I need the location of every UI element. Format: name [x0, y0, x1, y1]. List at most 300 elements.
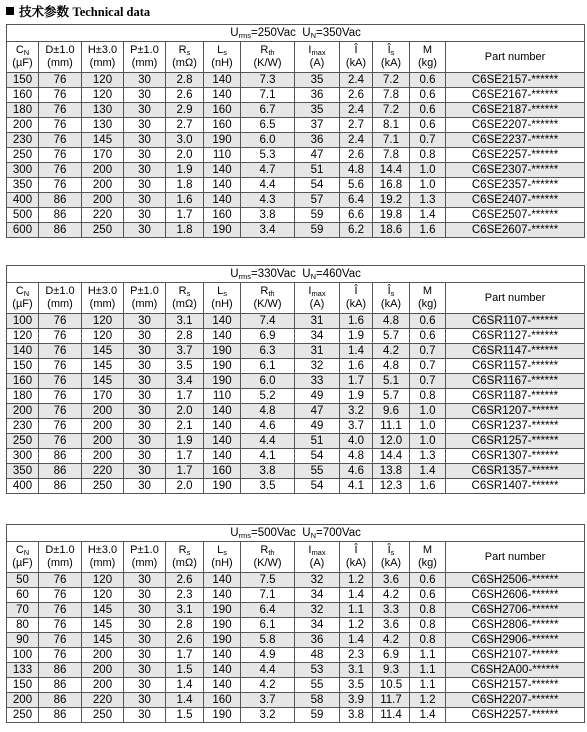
table-cell: 86 [39, 678, 82, 693]
column-header [7, 283, 39, 314]
table-cell: 1.7 [166, 389, 204, 404]
table-row [7, 329, 585, 344]
spec-table-250vac [6, 24, 585, 238]
table-cell: 49 [295, 389, 340, 404]
column-unit: (nH) [211, 298, 233, 310]
table-cell: 30 [124, 404, 166, 419]
table-cell: 110 [204, 148, 241, 163]
column-symbol-text: R [260, 44, 269, 56]
table-row [7, 479, 585, 494]
column-symbol [39, 544, 81, 557]
table-cell: 14.4 [373, 449, 410, 464]
column-header [82, 283, 124, 314]
column-header [295, 42, 340, 73]
table-cell: 160 [204, 464, 241, 479]
table-cell: 300 [7, 449, 39, 464]
table-cell: 200 [82, 404, 124, 419]
table-cell: 0.6 [410, 588, 446, 603]
column-symbol [124, 285, 165, 298]
table-row [7, 708, 585, 723]
table-cell: 54 [295, 178, 340, 193]
table-cell: 76 [39, 118, 82, 133]
table-cell: 350 [7, 178, 39, 193]
table-cell: 220 [82, 693, 124, 708]
table-cell: 190 [204, 374, 241, 389]
table-cell: 0.8 [410, 618, 446, 633]
table-cell: 2.3 [166, 588, 204, 603]
column-symbol-text: H±3.0 [87, 285, 118, 297]
column-header [373, 283, 410, 314]
table-cell: 6.6 [340, 208, 373, 223]
table-cell: 120 [82, 588, 124, 603]
table-cell: 7.5 [241, 573, 295, 588]
column-header [340, 42, 373, 73]
un-sub: N [310, 31, 316, 40]
part-number-cell: C6SH2257-****** [446, 708, 585, 723]
table-cell: 140 [204, 404, 241, 419]
table-cell: 80 [7, 618, 39, 633]
table-cell: 145 [82, 618, 124, 633]
table-cell: 3.7 [340, 419, 373, 434]
table-cell: 6.9 [373, 648, 410, 663]
heading-en: Technical data [72, 5, 151, 19]
table-cell: 2.7 [166, 118, 204, 133]
part-number-cell: C6SR1307-****** [446, 449, 585, 464]
table-cell: 30 [124, 464, 166, 479]
table-row [7, 693, 585, 708]
table-cell: 2.0 [166, 404, 204, 419]
table-cell: 160 [7, 88, 39, 103]
part-number-cell: C6SR1127-****** [446, 329, 585, 344]
table-cell: 36 [295, 88, 340, 103]
column-symbol-sub: th [268, 48, 275, 57]
table-cell: 120 [82, 73, 124, 88]
table-cell: 220 [82, 464, 124, 479]
table-cell: 3.8 [241, 208, 295, 223]
column-symbol [166, 544, 203, 557]
column-symbol [410, 44, 445, 57]
part-number-cell: C6SH2157-****** [446, 678, 585, 693]
table-cell: 6.3 [241, 344, 295, 359]
table-cell: 76 [39, 73, 82, 88]
table-cell: 3.5 [166, 359, 204, 374]
table-cell: 1.4 [166, 693, 204, 708]
table-cell: 30 [124, 344, 166, 359]
column-symbol [373, 544, 409, 557]
column-header [82, 42, 124, 73]
part-number-cell: C6SR1167-****** [446, 374, 585, 389]
column-unit: (A) [309, 57, 325, 69]
column-symbol-text: I [308, 44, 312, 56]
table-cell: 7.4 [241, 314, 295, 329]
table-cell: 1.2 [410, 693, 446, 708]
column-symbol-text: R [178, 285, 187, 297]
table-cell: 86 [39, 693, 82, 708]
column-symbol-text: L [217, 285, 224, 297]
column-symbol-text: D±1.0 [45, 285, 75, 297]
column-symbol-sub: s [186, 289, 191, 298]
column-symbol-sub: s [186, 548, 191, 557]
column-header [446, 42, 585, 73]
table-cell: 400 [7, 479, 39, 494]
table-cell: 2.4 [340, 103, 373, 118]
table-cell: 200 [7, 118, 39, 133]
table-cell: 14.4 [373, 163, 410, 178]
table-cell: 76 [39, 618, 82, 633]
table-row [7, 633, 585, 648]
part-number-cell: C6SR1407-****** [446, 479, 585, 494]
table-cell: 1.8 [166, 178, 204, 193]
column-symbol-text: C [15, 44, 24, 56]
table-cell: 30 [124, 693, 166, 708]
table-cell: 600 [7, 223, 39, 238]
table-cell: 0.6 [410, 314, 446, 329]
column-unit: (kA) [345, 298, 367, 310]
table-cell: 1.9 [340, 329, 373, 344]
table-cell: 30 [124, 389, 166, 404]
table-cell: 140 [204, 419, 241, 434]
column-unit: (K/W) [253, 298, 282, 310]
part-number-cell: C6SR1257-****** [446, 434, 585, 449]
table-cell: 4.4 [241, 663, 295, 678]
urms-sub: rms [238, 31, 251, 40]
table-cell: 51 [295, 163, 340, 178]
table-row [7, 133, 585, 148]
table-cell: 160 [7, 374, 39, 389]
part-number-cell: C6SH2806-****** [446, 618, 585, 633]
table-cell: 1.7 [166, 648, 204, 663]
table-cell: 2.8 [166, 73, 204, 88]
table-row [7, 404, 585, 419]
table-cell: 250 [7, 708, 39, 723]
table-row [7, 223, 585, 238]
column-symbol-text: I [308, 285, 312, 297]
column-symbol [82, 285, 123, 298]
table-cell: 200 [82, 163, 124, 178]
table-cell: 4.2 [373, 588, 410, 603]
voltage-condition [7, 525, 585, 542]
column-symbol-sub: max [311, 548, 326, 557]
table-cell: 4.8 [340, 449, 373, 464]
table-cell: 170 [82, 148, 124, 163]
table-cell: 4.2 [241, 678, 295, 693]
column-symbol-text: R [178, 544, 187, 556]
table-cell: 86 [39, 208, 82, 223]
table-cell: 230 [7, 419, 39, 434]
section-heading [6, 2, 150, 22]
table-cell: 30 [124, 648, 166, 663]
column-symbol [241, 544, 294, 557]
column-header-row [7, 283, 585, 314]
table-cell: 2.8 [166, 618, 204, 633]
table-cell: 3.0 [166, 133, 204, 148]
table-cell: 2.6 [166, 573, 204, 588]
voltage-condition [7, 25, 585, 42]
column-symbol-sub: th [268, 548, 275, 557]
table-cell: 3.5 [340, 678, 373, 693]
table-cell: 5.8 [241, 633, 295, 648]
column-unit: (µF) [12, 57, 33, 69]
table-cell: 300 [7, 163, 39, 178]
table-cell: 6.2 [340, 223, 373, 238]
column-symbol-text: Part number [484, 291, 546, 304]
table-cell: 3.6 [373, 618, 410, 633]
table-cell: 120 [82, 573, 124, 588]
table-cell: 4.6 [340, 464, 373, 479]
column-symbol-text: L [217, 44, 224, 56]
table-cell: 76 [39, 603, 82, 618]
table-row [7, 663, 585, 678]
un-sub: N [310, 272, 316, 281]
urms-label: U [230, 527, 239, 539]
table-cell: 6.1 [241, 359, 295, 374]
table-cell: 160 [204, 118, 241, 133]
column-unit: (mm) [47, 298, 73, 310]
table-cell: 32 [295, 603, 340, 618]
column-symbol-sub: s [223, 548, 227, 557]
table-row [7, 434, 585, 449]
table-row [7, 193, 585, 208]
table-cell: 59 [295, 223, 340, 238]
table-cell: 5.7 [373, 389, 410, 404]
column-symbol-text: Î [387, 44, 391, 56]
table-cell: 4.6 [241, 419, 295, 434]
table-cell: 3.6 [373, 573, 410, 588]
table-cell: 145 [82, 374, 124, 389]
table-cell: 3.4 [241, 223, 295, 238]
column-symbol-text: D±1.0 [45, 44, 75, 56]
table-cell: 1.0 [410, 178, 446, 193]
table-cell: 34 [295, 618, 340, 633]
table-cell: 140 [204, 648, 241, 663]
column-symbol-sub: s [223, 289, 227, 298]
table-cell: 350 [7, 464, 39, 479]
table-cell: 2.9 [166, 103, 204, 118]
table-cell: 1.4 [410, 464, 446, 479]
table-cell: 86 [39, 449, 82, 464]
column-unit: (K/W) [253, 57, 282, 69]
table-cell: 51 [295, 434, 340, 449]
column-unit: (mm) [131, 298, 158, 310]
column-symbol-sub: s [390, 48, 395, 57]
table-cell: 30 [124, 434, 166, 449]
un-label: U [302, 268, 311, 280]
column-symbol-sub: max [311, 48, 326, 57]
table-cell: 50 [7, 573, 39, 588]
spec-table-330vac [6, 265, 585, 494]
table-cell: 190 [204, 133, 241, 148]
table-cell: 1.5 [166, 663, 204, 678]
column-symbol-text: M [422, 544, 433, 556]
column-unit: (mm) [47, 57, 73, 69]
table-cell: 30 [124, 708, 166, 723]
table-cell: 4.8 [373, 314, 410, 329]
column-symbol-sub: th [268, 289, 275, 298]
column-header [166, 542, 204, 573]
table-cell: 250 [82, 708, 124, 723]
column-symbol [295, 285, 339, 298]
table-cell: 3.2 [241, 708, 295, 723]
table-cell: 7.2 [373, 73, 410, 88]
table-cell: 140 [7, 344, 39, 359]
column-symbol [7, 285, 38, 298]
table-cell: 130 [82, 103, 124, 118]
column-unit: (A) [309, 298, 325, 310]
column-symbol-text: P±1.0 [130, 544, 159, 556]
column-unit: (kA) [345, 557, 367, 569]
table-cell: 30 [124, 223, 166, 238]
column-symbol-text: Î [387, 285, 391, 297]
column-symbol-text: Î [354, 285, 358, 297]
table-cell: 0.6 [410, 118, 446, 133]
part-number-cell: C6SR1187-****** [446, 389, 585, 404]
table-cell: 6.0 [241, 374, 295, 389]
table-cell: 1.1 [340, 603, 373, 618]
column-header [7, 542, 39, 573]
table-cell: 140 [204, 178, 241, 193]
column-unit: (A) [309, 557, 325, 569]
heading-cn: 技术参数 [19, 5, 70, 19]
part-number-cell: C6SH2107-****** [446, 648, 585, 663]
table-cell: 140 [204, 663, 241, 678]
table-cell: 1.7 [166, 208, 204, 223]
table-cell: 30 [124, 148, 166, 163]
table-cell: 12.3 [373, 479, 410, 494]
column-symbol [82, 544, 123, 557]
table-cell: 30 [124, 633, 166, 648]
table-cell: 1.7 [166, 449, 204, 464]
table-cell: 12.0 [373, 434, 410, 449]
column-symbol-sub: s [390, 548, 395, 557]
column-symbol [241, 285, 294, 298]
column-header [82, 542, 124, 573]
column-header [204, 42, 241, 73]
column-unit: (mΩ) [172, 298, 197, 310]
table-cell: 11.4 [373, 708, 410, 723]
table-cell: 86 [39, 708, 82, 723]
table-cell: 2.7 [340, 118, 373, 133]
table-cell: 100 [7, 314, 39, 329]
table-cell: 30 [124, 359, 166, 374]
table-row [7, 208, 585, 223]
part-number-cell: C6SH2506-****** [446, 573, 585, 588]
column-header [295, 283, 340, 314]
column-header [446, 283, 585, 314]
table-cell: 190 [204, 479, 241, 494]
table-cell: 4.0 [340, 434, 373, 449]
table-row [7, 588, 585, 603]
part-number-cell: C6SE2207-****** [446, 118, 585, 133]
table-cell: 30 [124, 618, 166, 633]
condition-row [7, 266, 585, 283]
table-row [7, 88, 585, 103]
table-cell: 6.0 [241, 133, 295, 148]
table-cell: 1.6 [340, 314, 373, 329]
table-row [7, 148, 585, 163]
column-header [124, 42, 166, 73]
table-cell: 7.1 [373, 133, 410, 148]
table-cell: 30 [124, 73, 166, 88]
column-symbol [39, 44, 81, 57]
table-cell: 180 [7, 389, 39, 404]
table-cell: 160 [204, 208, 241, 223]
column-symbol [340, 285, 372, 298]
table-row [7, 73, 585, 88]
column-header [373, 542, 410, 573]
table-cell: 250 [82, 479, 124, 494]
table-cell: 8.1 [373, 118, 410, 133]
table-cell: 0.7 [410, 359, 446, 374]
table-cell: 1.4 [410, 708, 446, 723]
table-cell: 140 [204, 588, 241, 603]
table-cell: 30 [124, 419, 166, 434]
table-cell: 190 [204, 618, 241, 633]
table-cell: 19.8 [373, 208, 410, 223]
table-cell: 1.0 [410, 404, 446, 419]
spec-table-500vac [6, 524, 585, 723]
column-symbol-text: M [422, 285, 433, 297]
table-row [7, 359, 585, 374]
table-cell: 3.1 [166, 603, 204, 618]
table-cell: 1.8 [166, 223, 204, 238]
column-symbol-text: R [260, 544, 269, 556]
column-unit: (mm) [131, 57, 158, 69]
table-cell: 0.8 [410, 633, 446, 648]
part-number-cell: C6SE2237-****** [446, 133, 585, 148]
table-cell: 7.1 [241, 88, 295, 103]
table-cell: 3.7 [166, 344, 204, 359]
column-unit: (mΩ) [172, 57, 197, 69]
table-cell: 500 [7, 208, 39, 223]
table-cell: 0.8 [410, 148, 446, 163]
table-cell: 30 [124, 588, 166, 603]
table-cell: 200 [82, 193, 124, 208]
part-number-cell: C6SE2307-****** [446, 163, 585, 178]
urms-label: U [230, 27, 239, 39]
table-cell: 1.9 [166, 163, 204, 178]
table-cell: 145 [82, 133, 124, 148]
table-cell: 140 [204, 329, 241, 344]
column-symbol [340, 44, 372, 57]
table-cell: 37 [295, 118, 340, 133]
table-row [7, 678, 585, 693]
part-number-cell: C6SE2157-****** [446, 73, 585, 88]
column-unit: (kA) [380, 298, 402, 310]
column-symbol [204, 44, 240, 57]
column-header [446, 542, 585, 573]
table-cell: 110 [204, 389, 241, 404]
table-cell: 250 [82, 223, 124, 238]
table-cell: 30 [124, 678, 166, 693]
column-symbol-sub: max [311, 289, 326, 298]
table-cell: 190 [204, 359, 241, 374]
column-unit: (K/W) [253, 557, 282, 569]
table-cell: 170 [82, 389, 124, 404]
table-cell: 35 [295, 73, 340, 88]
table-cell: 2.6 [166, 88, 204, 103]
table-cell: 1.5 [166, 708, 204, 723]
voltage-condition [7, 266, 585, 283]
table-cell: 2.0 [166, 148, 204, 163]
table-cell: 59 [295, 208, 340, 223]
column-symbol [446, 51, 584, 64]
table-cell: 180 [7, 103, 39, 118]
table-cell: 11.1 [373, 419, 410, 434]
column-header [241, 283, 295, 314]
part-number-cell: C6SE2257-****** [446, 148, 585, 163]
column-unit: (mm) [89, 57, 116, 69]
table-cell: 7.2 [373, 103, 410, 118]
